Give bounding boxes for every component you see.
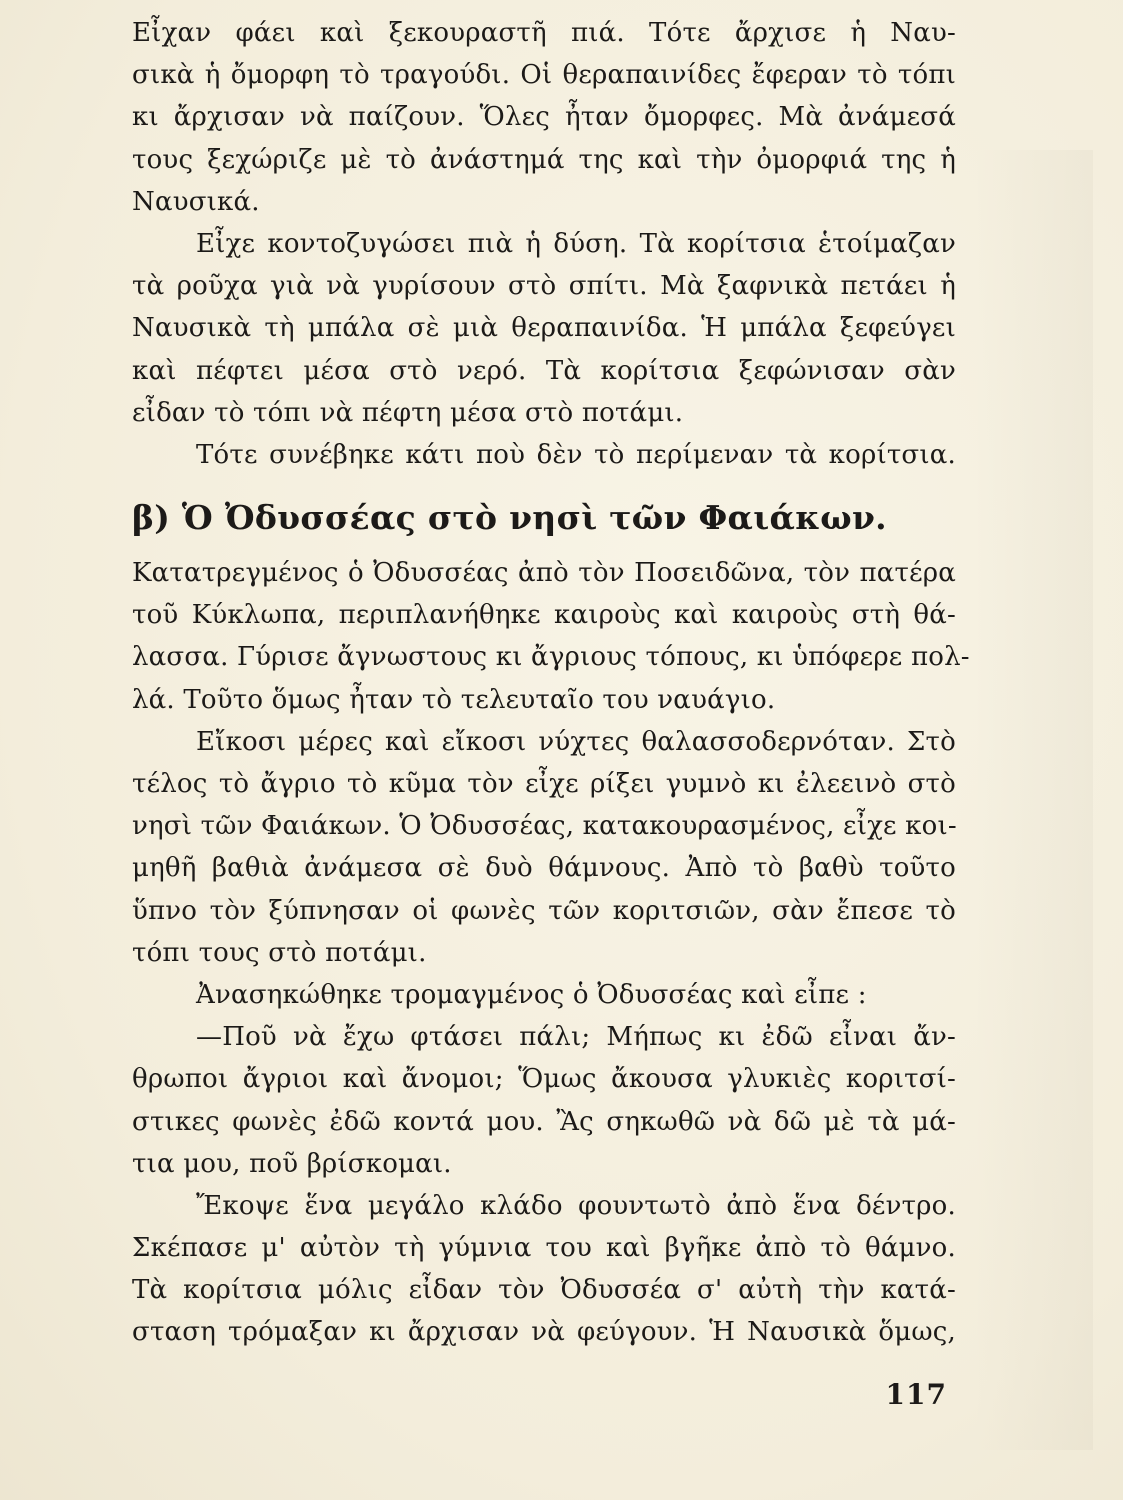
text-line: σικὰ ἡ ὄμορφη τὸ τραγούδι. Οἱ θεραπαινίδες ἔφεραν τὸ τόπι — [132, 60, 956, 91]
text-line: ὕπνο τὸν ξύπνησαν οἱ φωνὲς τῶν κοριτσιῶν, σὰν ἔπεσε τὸ — [132, 895, 956, 926]
text-line: στικες φωνὲς ἐδῶ κοντά μου. Ἂς σηκωθῶ νὰ δῶ μὲ τὰ μά- — [132, 1106, 956, 1137]
text-line: τοῦ Κύκλωπα, περιπλανήθηκε καιροὺς καὶ καιροὺς στὴ θά- — [132, 600, 956, 631]
text-line: Εἶχαν φάει καὶ ξεκουραστῆ πιά. Τότε ἄρχισε ἡ Ναυ- — [132, 18, 956, 48]
page-shading — [973, 150, 1093, 1450]
text-line: μηθῆ βαθιὰ ἀνάμεσα σὲ δυὸ θάμνους. Ἀπὸ τὸ βαθὺ τοῦτο — [132, 853, 956, 884]
text-line: —Ποῦ νὰ ἔχω φτάσει πάλι; Μήπως κι ἐδῶ εἶναι ἄν- — [196, 1022, 956, 1053]
text-line: τια μου, ποῦ βρίσκομαι. — [132, 1148, 452, 1179]
text-line: τὰ ροῦχα γιὰ νὰ γυρίσουν στὸ σπίτι. Μὰ ξαφνικὰ πετάει ἡ — [132, 271, 956, 302]
text-line: Ναυσικά. — [132, 186, 260, 217]
section-heading: β) Ὁ Ὀδυσσέας στὸ νησὶ τῶν Φαιάκων. — [132, 498, 887, 538]
text-line: τόπι τους στὸ ποτάμι. — [132, 937, 427, 968]
text-line: Ἀνασηκώθηκε τρομαγμένος ὁ Ὀδυσσέας καὶ εἶπε : — [196, 979, 867, 1010]
page-body — [132, 12, 970, 1354]
text-line: Σκέπασε μ' αὐτὸν τὴ γύμνια του καὶ βγῆκε ἀπὸ τὸ θάμνο. — [132, 1233, 956, 1264]
paragraph — [132, 223, 956, 434]
text-line: θρωποι ἄγριοι καὶ ἄνομοι; Ὅμως ἄκουσα γλυκιὲς κοριτσί- — [132, 1064, 956, 1095]
text-line: νησὶ τῶν Φαιάκων. Ὁ Ὀδυσσέας, κατακουρασμένος, εἶχε κοι- — [132, 811, 957, 842]
text-line: λά. Τοῦτο ὅμως ἦταν τὸ τελευταῖο του ναυάγιο. — [132, 684, 776, 715]
text-line: Ἔκοψε ἕνα μεγάλο κλάδο φουντωτὸ ἀπὸ ἕνα δέντρο. — [196, 1190, 956, 1221]
text-line: κι ἄρχισαν νὰ παίζουν. Ὅλες ἦταν ὄμορφες. Μὰ ἀνάμεσά — [132, 102, 956, 133]
text-line: Κατατρεγμένος ὁ Ὀδυσσέας ἀπὸ τὸν Ποσειδῶνα, τὸν πατέρα — [132, 558, 956, 589]
text-line: καὶ πέφτει μέσα στὸ νερό. Τὰ κορίτσια ξεφώνισαν σὰν — [132, 355, 956, 386]
text-line: Τὰ κορίτσια μόλις εἶδαν τὸν Ὀδυσσέα σ' αὐτὴ τὴν κατά- — [132, 1275, 956, 1306]
paragraph — [132, 1016, 956, 1185]
text-line: Εἶχε κοντοζυγώσει πιὰ ἡ δύση. Τὰ κορίτσια ἑτοίμαζαν — [196, 228, 956, 259]
text-line: εἶδαν τὸ τόπι νὰ πέφτη μέσα στὸ ποτάμι. — [132, 397, 684, 428]
page-number: 117 — [885, 1378, 947, 1411]
paragraph — [132, 974, 956, 1016]
paragraph — [132, 552, 970, 721]
text-line: σταση τρόμαξαν κι ἄρχισαν νὰ φεύγουν. Ἡ Ναυσικὰ ὅμως, — [132, 1317, 956, 1348]
text-line: Εἴκοσι μέρες καὶ εἴκοσι νύχτες θαλασσοδερνόταν. Στὸ — [196, 726, 956, 757]
paragraph — [132, 721, 956, 974]
text-line: Ναυσικὰ τὴ μπάλα σὲ μιὰ θεραπαινίδα. Ἡ μπάλα ξεφεύγει — [132, 313, 956, 344]
text-line: Τότε συνέβηκε κάτι ποὺ δὲν τὸ περίμεναν τὰ κορίτσια. — [196, 439, 956, 470]
paragraph — [132, 12, 956, 223]
text-line: λασσα. Γύρισε ἄγνωστους κι ἄγριους τόπους, κι ὑπόφερε πολ- — [132, 642, 970, 673]
text-line: τους ξεχώριζε μὲ τὸ ἀνάστημά της καὶ τὴν ὀμορφιά της ἡ — [132, 144, 956, 175]
text-line: τέλος τὸ ἄγριο τὸ κῦμα τὸν εἶχε ρίξει γυμνὸ κι ἐλεεινὸ στὸ — [132, 769, 956, 799]
paragraph — [132, 1185, 956, 1354]
paragraph — [132, 434, 956, 476]
